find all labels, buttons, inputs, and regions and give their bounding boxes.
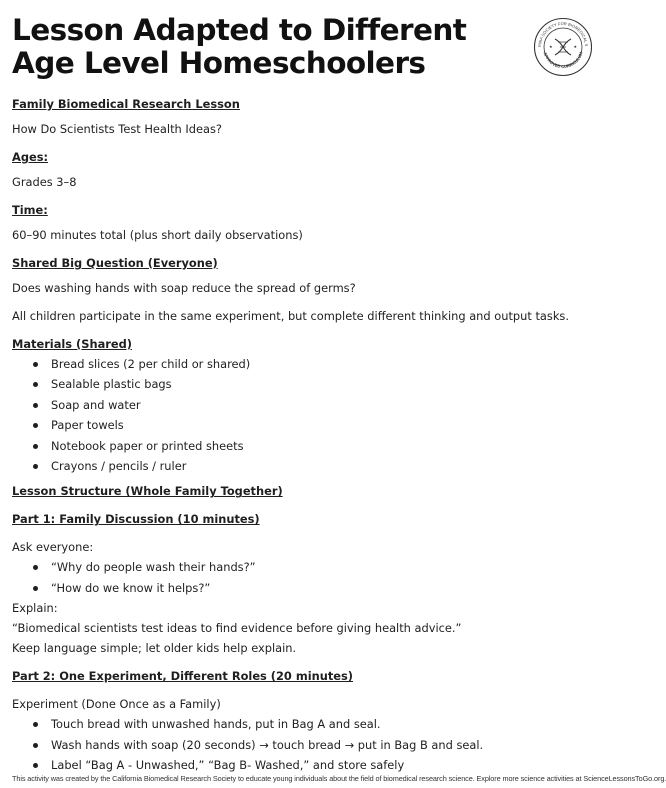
svg-text:CALIFORNIA SOCIETY FOR BIOMEDI: RNIA SOCIETY FOR BIOMEDICAL S [536,20,590,48]
list-item: Paper towels [33,415,592,435]
svg-text:★: ★ [549,44,553,49]
time-value: 60–90 minutes total (plus short daily observations) [12,228,303,242]
bullet-icon [33,403,38,408]
page-title: Lesson Adapted to Different Age Level Homeschoolers [12,13,467,80]
list-item: “Why do people wash their hands?” [33,557,592,577]
explain-text: “Biomedical scientists test ideas to find evidence before giving health advice.” [12,621,462,636]
bullet-icon [33,382,38,387]
language-note: Keep language simple; let older kids help explain. [12,641,297,656]
list-item: Notebook paper or printed sheets [33,436,592,456]
discussion-questions [12,557,592,598]
materials-list [12,354,592,476]
bullet-icon [33,565,38,570]
explain-label: Explain: [12,601,58,616]
list-item: Label “Bag A - Unwashed,” “Bag B- Washed,” and store safely [33,755,592,775]
ask-label: Ask everyone: [12,540,94,555]
bullet-icon [33,444,38,449]
list-item: Wash hands with soap (20 seconds) → touch bread → put in Bag B and seal. [33,735,592,755]
bullet-icon [33,423,38,428]
bullet-icon [33,763,38,768]
time-heading: Time: [12,203,48,217]
lesson-heading: Family Biomedical Research Lesson [12,97,240,111]
ages-value: Grades 3–8 [12,175,77,189]
svg-text:★: ★ [573,44,578,49]
big-question-text: Does washing hands with soap reduce the spread of germs? [12,281,356,295]
list-item: Crayons / pencils / ruler [33,456,592,476]
experiment-label: Experiment (Done Once as a Family) [12,697,221,712]
experiment-steps [12,714,592,775]
list-item: Soap and water [33,395,592,415]
list-item: Touch bread with unwashed hands, put in Bag A and seal. [33,714,592,734]
part2-heading: Part 2: One Experiment, Different Roles (20 minutes) [12,669,353,684]
lesson-subtitle: How Do Scientists Test Health Ideas? [12,122,222,136]
bullet-icon [33,464,38,469]
dna-icon [555,39,571,55]
bullet-icon [33,362,38,367]
lesson-content [12,94,592,775]
list-item: Bread slices (2 per child or shared) [33,354,592,374]
big-question-heading: Shared Big Question (Everyone) [12,256,218,270]
bullet-icon [33,722,38,727]
bullet-icon [33,586,38,591]
ages-heading: Ages: [12,150,49,164]
footer-credit: This activity was created by the California Biomedical Research Society to educate young individuals about the field of biomedical research science. Explore more science activities at ScienceLessonsToGo.org. [12,774,666,783]
materials-heading: Materials (Shared) [12,337,132,351]
participation-note: All children participate in the same experiment, but complete different thinking and output tasks. [12,309,569,323]
bullet-icon [33,743,38,748]
approved-curriculum-seal [533,17,593,77]
list-item: Sealable plastic bags [33,374,592,394]
structure-heading: Lesson Structure (Whole Family Together) [12,484,283,499]
list-item: “How do we know it helps?” [33,578,592,598]
part1-heading: Part 1: Family Discussion (10 minutes) [12,512,260,527]
svg-text:APPROVED CURRICULUM: APPROVED CURRICULUM [542,51,584,70]
